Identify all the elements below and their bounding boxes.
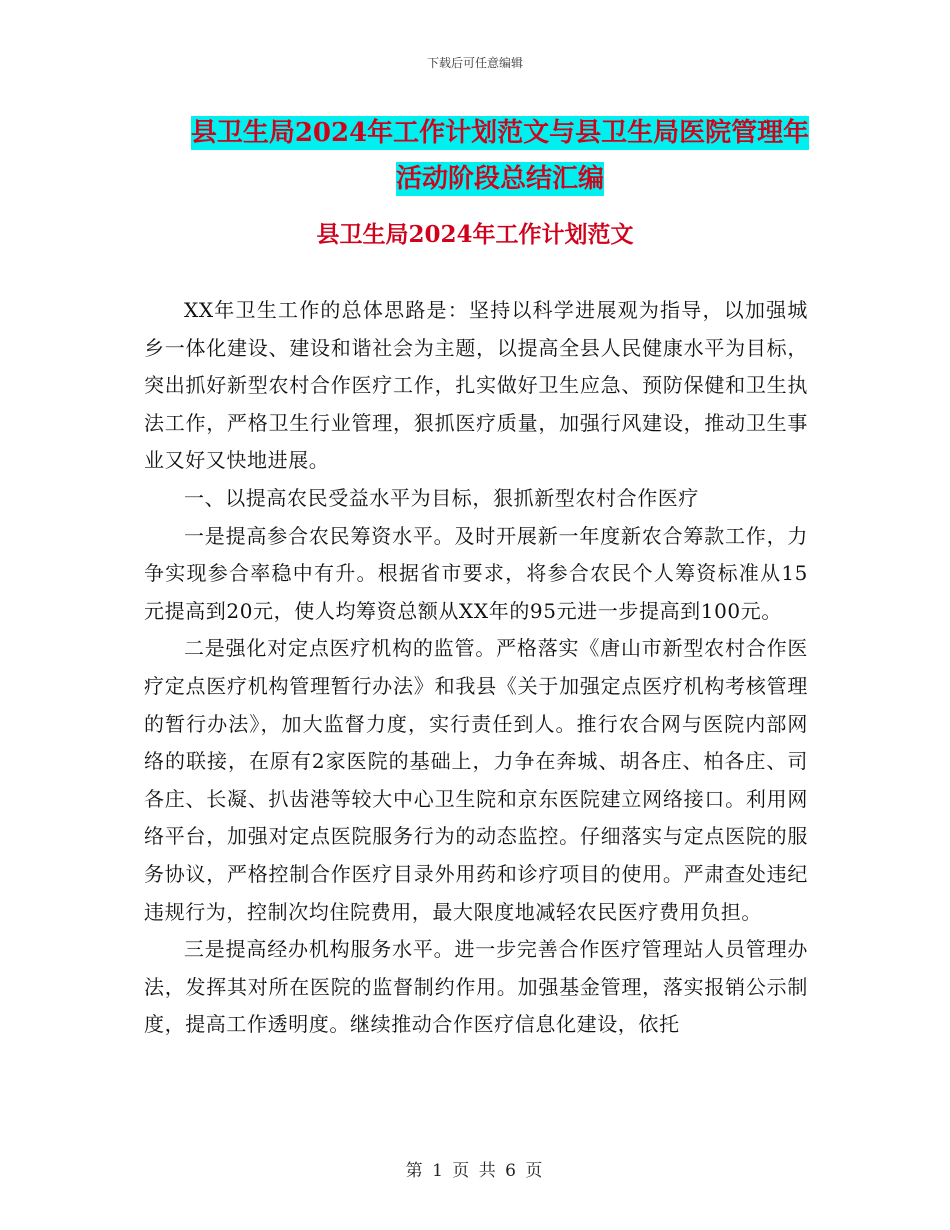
document-title [140,110,860,202]
paragraph: 一、以提高农民受益水平为目标，狠抓新型农村合作医疗 [184,485,699,510]
body-text [144,292,808,1044]
title-line-2: 活动阶段总结汇编 [395,164,604,194]
paragraph: 三是提高经办机构服务水平。进一步完善合作医疗管理站人员管理办法，发挥其对所在医院的监督制约作用。加强基金管理，落实报销公示制度，提高工作透明度。继续推动合作医疗信息化建设，依托 [144,937,808,1037]
paragraph: XX年卫生工作的总体思路是：坚持以科学进展观为指导，以加强城乡一体化建设、建设和谐社会为主题，以提高全县人民健康水平为目标，突出抓好新型农村合作医疗工作，扎实做好卫生应急、预防保健和卫生执法工作，严格卫生行业管理，狠抓医疗质量，加强行风建设，推动卫生事业又好又快地进展。 [144,298,808,473]
section-title: 县卫生局2024年工作计划范文 [316,221,634,248]
paragraph: 一是提高参合农民筹资水平。及时开展新一年度新农合筹款工作，力争实现参合率稳中有升。根据省市要求，将参合农民个人筹资标准从15元提高到20元，使人均筹资总额从XX年的95元进一步提高到100元。 [144,523,808,623]
paragraph: 二是强化对定点医疗机构的监管。严格落实《唐山市新型农村合作医疗定点医疗机构管理暂行办法》和我县《关于加强定点医疗机构考核管理的暂行办法》，加大监督力度，实行责任到人。推行农合网与医院内部网络的联接，在原有2家医院的基础上，力争在奔城、胡各庄、柏各庄、司各庄、长凝、扒齿港等较大中心卫生院和京东医院建立网络接口。利用网络平台，加强对定点医院服务行为的动态监控。仔细落实与定点医院的服务协议，严格控制合作医疗目录外用药和诊疗项目的使用。严肃查处违纪违规行为，控制次均住院费用，最大限度地减轻农民医疗费用负担。 [144,636,808,924]
header-note: 下载后可任意编辑 [426,56,523,70]
page-footer: 第 1 页 共 6 页 [405,1161,545,1181]
title-line-1: 县卫生局2024年工作计划范文与县卫生局医院管理年 [190,118,810,148]
